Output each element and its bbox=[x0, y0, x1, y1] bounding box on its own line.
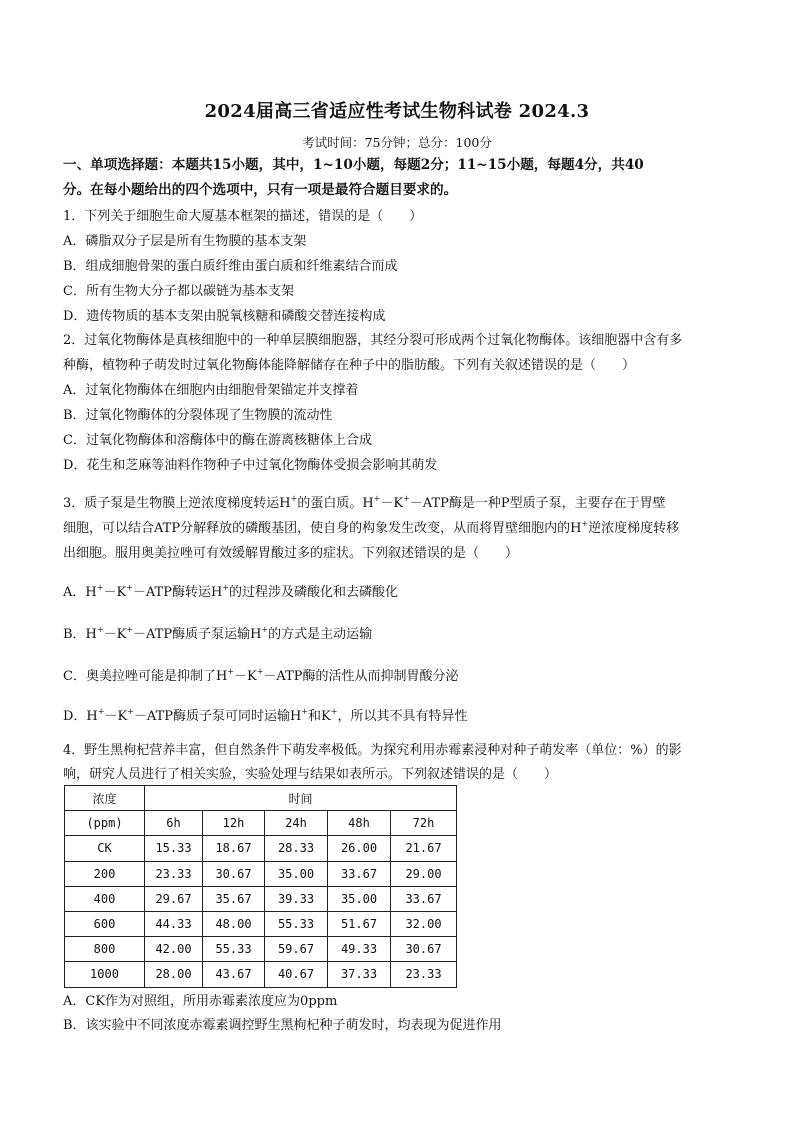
q4-option-b: B．该实验中不同浓度赤霉素调控野生黑枸杞种子萌发时，均表现为促进作用 bbox=[63, 1018, 502, 1033]
table-cell: 44.33 bbox=[145, 911, 203, 936]
table-header-time-cell: 6h bbox=[145, 811, 203, 836]
table-row bbox=[65, 861, 457, 886]
table-cell: 37.33 bbox=[328, 962, 391, 987]
q1-option-a: A．磷脂双分子层是所有生物膜的基本支架 bbox=[63, 234, 307, 249]
table-cell: 600 bbox=[65, 911, 145, 936]
q1-option-b: B．组成细胞骨架的蛋白质纤维由蛋白质和纤维素结合而成 bbox=[63, 259, 398, 274]
table-cell: 23.33 bbox=[145, 861, 203, 886]
table-cell: 35.00 bbox=[328, 886, 391, 911]
table-cell: 1000 bbox=[65, 962, 145, 987]
table-header-time-cell: 24h bbox=[265, 811, 328, 836]
q4-stem-line1: 4．野生黑枸杞营养丰富，但自然条件下萌发率极低。为探究利用赤霉素浸种对种子萌发率（单位：%）的影 bbox=[63, 743, 682, 758]
q1-stem: 1．下列关于细胞生命大厦基本框架的描述，错误的是（ ） bbox=[63, 209, 423, 224]
table-cell: 26.00 bbox=[328, 836, 391, 861]
table-header-conc: 浓度 bbox=[65, 786, 145, 811]
table-row bbox=[65, 911, 457, 936]
table-header-time: 时间 bbox=[145, 786, 457, 811]
q3-stem-line1: 3．质子泵是生物膜上逆浓度梯度转运H+的蛋白质。H+－K+－ATP酶是一种P型质子泵，主要存在于胃壁 bbox=[63, 494, 666, 511]
q4-stem-line2: 响，研究人员进行了相关实验，实验处理与结果如表所示。下列叙述错误的是（ ） bbox=[63, 767, 558, 782]
table-cell: 43.67 bbox=[203, 962, 265, 987]
table-row bbox=[65, 886, 457, 911]
table-row bbox=[65, 836, 457, 861]
table-cell: 48.00 bbox=[203, 911, 265, 936]
table-header-time-cell: 48h bbox=[328, 811, 391, 836]
exam-meta: 考试时间：75分钟；总分：100分 bbox=[302, 135, 492, 150]
table-cell: CK bbox=[65, 836, 145, 861]
table-header-time-cell: 12h bbox=[203, 811, 265, 836]
table-cell: 33.67 bbox=[391, 886, 457, 911]
q3-stem-line2: 细胞，可以结合ATP分解释放的磷酸基团，使自身的构象发生改变，从而将胃壁细胞内的H+逆浓度梯度转移 bbox=[63, 519, 680, 536]
table-cell: 400 bbox=[65, 886, 145, 911]
q2-stem-line2: 种酶，植物种子萌发时过氧化物酶体能降解储存在种子中的脂肪酸。下列有关叙述错误的是（ ） bbox=[63, 358, 636, 373]
q3-option-d: D．H+－K+－ATP酶质子泵可同时运输H+和K+，所以其不具有特异性 bbox=[63, 707, 468, 724]
q2-option-a: A．过氧化物酶体在细胞内由细胞骨架锚定并支撑着 bbox=[63, 383, 359, 398]
table-cell: 40.67 bbox=[265, 962, 328, 987]
q1-option-d: D．遗传物质的基本支架由脱氧核糖和磷酸交替连接构成 bbox=[63, 309, 386, 324]
table-cell: 33.67 bbox=[328, 861, 391, 886]
germination-table bbox=[64, 785, 457, 988]
table-cell: 32.00 bbox=[391, 911, 457, 936]
table-header-time-cell: 72h bbox=[391, 811, 457, 836]
table-cell: 30.67 bbox=[203, 861, 265, 886]
table-row bbox=[65, 962, 457, 987]
table-subheader-row bbox=[65, 811, 457, 836]
table-cell: 42.00 bbox=[145, 937, 203, 962]
table-cell: 28.00 bbox=[145, 962, 203, 987]
table-cell: 200 bbox=[65, 861, 145, 886]
table-cell: 18.67 bbox=[203, 836, 265, 861]
table-cell: 39.33 bbox=[265, 886, 328, 911]
q4-option-a: A．CK作为对照组，所用赤霉素浓度应为0ppm bbox=[63, 994, 338, 1009]
table-cell: 29.00 bbox=[391, 861, 457, 886]
q3-stem-line3: 出细胞。服用奥美拉唑可有效缓解胃酸过多的症状。下列叙述错误的是（ ） bbox=[63, 546, 519, 561]
table-cell: 30.67 bbox=[391, 937, 457, 962]
table-cell: 35.00 bbox=[265, 861, 328, 886]
section-heading-line1: 一、单项选择题：本题共15小题，其中，1~10小题，每题2分；11~15小题，每题4分，共40 bbox=[63, 157, 644, 173]
table-header-unit: (ppm) bbox=[65, 811, 145, 836]
table-cell: 59.67 bbox=[265, 937, 328, 962]
q2-option-c: C．过氧化物酶体和溶酶体中的酶在游离核糖体上合成 bbox=[63, 433, 372, 448]
q3-option-c: C．奥美拉唑可能是抑制了H+－K+－ATP酶的活性从而抑制胃酸分泌 bbox=[63, 667, 459, 684]
q2-option-d: D．花生和芝麻等油料作物种子中过氧化物酶体受损会影响其萌发 bbox=[63, 458, 438, 473]
table-cell: 35.67 bbox=[203, 886, 265, 911]
table-cell: 55.33 bbox=[265, 911, 328, 936]
q2-stem-line1: 2．过氧化物酶体是真核细胞中的一种单层膜细胞器，其经分裂可形成两个过氧化物酶体。该细胞器中含有多 bbox=[63, 333, 683, 348]
table-cell: 51.67 bbox=[328, 911, 391, 936]
table-cell: 28.33 bbox=[265, 836, 328, 861]
table-row bbox=[65, 937, 457, 962]
table-cell: 23.33 bbox=[391, 962, 457, 987]
q1-option-c: C．所有生物大分子都以碳链为基本支架 bbox=[63, 284, 294, 299]
table-cell: 15.33 bbox=[145, 836, 203, 861]
q3-option-b: B．H+－K+－ATP酶质子泵运输H+的方式是主动运输 bbox=[63, 625, 373, 642]
table-cell: 49.33 bbox=[328, 937, 391, 962]
table-cell: 21.67 bbox=[391, 836, 457, 861]
table-cell: 55.33 bbox=[203, 937, 265, 962]
q2-option-b: B．过氧化物酶体的分裂体现了生物膜的流动性 bbox=[63, 408, 333, 423]
table-cell: 800 bbox=[65, 937, 145, 962]
q3-option-a: A．H+－K+－ATP酶转运H+的过程涉及磷酸化和去磷酸化 bbox=[63, 583, 399, 600]
section-heading-line2: 分。在每小题给出的四个选项中，只有一项是最符合题目要求的。 bbox=[63, 182, 458, 198]
page-title: 2024届高三省适应性考试生物科试卷 2024.3 bbox=[204, 101, 590, 122]
table-cell: 29.67 bbox=[145, 886, 203, 911]
table-header-row bbox=[65, 786, 457, 811]
